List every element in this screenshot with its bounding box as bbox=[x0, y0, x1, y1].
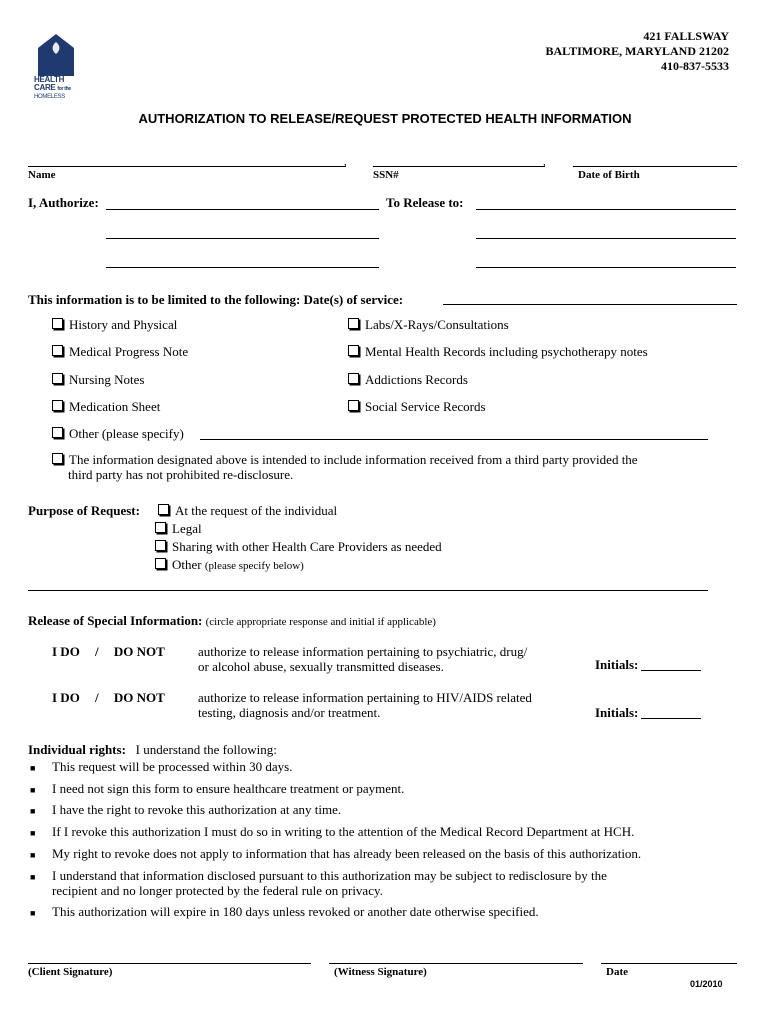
release-to-line-2[interactable] bbox=[476, 238, 736, 239]
special-info-header bbox=[28, 613, 436, 629]
purpose-opt-sharing[interactable] bbox=[155, 539, 442, 555]
date-label: Date bbox=[606, 966, 628, 978]
date-signature-line[interactable] bbox=[601, 963, 737, 964]
i-do-option[interactable]: I DO bbox=[52, 690, 80, 705]
checkbox-icon[interactable] bbox=[155, 522, 166, 533]
rights-item-6 bbox=[52, 868, 607, 898]
check-other-label: Other (please specify) bbox=[69, 426, 184, 441]
address-line-2: BALTIMORE, MARYLAND 21202 bbox=[545, 44, 729, 58]
check-mental-label: Mental Health Records including psychotherapy notes bbox=[365, 344, 648, 359]
special-1-choice[interactable] bbox=[52, 644, 165, 660]
dates-of-service-line[interactable] bbox=[443, 304, 737, 305]
initials-line-1[interactable] bbox=[641, 670, 701, 671]
i-do-option[interactable]: I DO bbox=[52, 644, 80, 659]
check-social-label: Social Service Records bbox=[365, 399, 486, 414]
check-history[interactable] bbox=[52, 317, 177, 333]
release-to-label: To Release to: bbox=[386, 195, 464, 210]
address-line-3: 410-837-5533 bbox=[661, 59, 729, 73]
initials-line-2[interactable] bbox=[641, 718, 701, 719]
initials-label-2: Initials: bbox=[595, 705, 639, 720]
check-medication[interactable] bbox=[52, 399, 160, 415]
authorize-line-3[interactable] bbox=[106, 267, 379, 268]
bullet-icon: ■ bbox=[30, 785, 36, 795]
bullet-icon: ■ bbox=[30, 806, 36, 816]
checkbox-icon[interactable] bbox=[158, 504, 169, 515]
release-to-line-3[interactable] bbox=[476, 267, 736, 268]
dob-field-line[interactable] bbox=[573, 166, 737, 167]
purpose-opt2-label: Legal bbox=[172, 521, 202, 536]
bullet-icon: ■ bbox=[30, 850, 36, 860]
address-line-1: 421 FALLSWAY bbox=[643, 29, 729, 43]
authorize-line-1[interactable] bbox=[106, 209, 379, 210]
check-social[interactable] bbox=[348, 399, 486, 415]
rights-header bbox=[28, 742, 277, 758]
logo-text-health: HEALTH bbox=[34, 75, 65, 84]
check-other[interactable] bbox=[52, 426, 184, 442]
special-2-line-1: authorize to release information pertaining to HIV/AIDS related bbox=[198, 690, 532, 705]
checkbox-icon[interactable] bbox=[52, 400, 63, 411]
checkbox-icon[interactable] bbox=[155, 540, 166, 551]
purpose-other-line[interactable] bbox=[28, 590, 708, 591]
logo-text-homeless: HOMELESS bbox=[34, 94, 65, 100]
purpose-label: Purpose of Request: bbox=[28, 503, 140, 518]
rights-item-6-line-2: recipient and no longer protected by the federal rule on privacy. bbox=[52, 883, 383, 898]
check-addictions[interactable] bbox=[348, 372, 468, 388]
checkbox-icon[interactable] bbox=[52, 345, 63, 356]
checkbox-icon[interactable] bbox=[155, 558, 166, 569]
purpose-opt4-note: (please specify below) bbox=[204, 560, 304, 572]
special-2-text bbox=[198, 690, 532, 720]
check-progress-label: Medical Progress Note bbox=[69, 344, 189, 359]
name-field-line[interactable] bbox=[28, 166, 346, 167]
name-label: Name bbox=[28, 169, 56, 181]
bullet-icon: ■ bbox=[30, 828, 36, 838]
purpose-opt-other[interactable] bbox=[155, 557, 304, 573]
rights-item-5: My right to revoke does not apply to information that has already been released on the basis of this authorization. bbox=[52, 846, 642, 861]
checkbox-icon[interactable] bbox=[52, 318, 63, 329]
checkbox-icon[interactable] bbox=[52, 373, 63, 384]
witness-signature-line[interactable] bbox=[329, 963, 583, 964]
rights-item-6-line-1: I understand that information disclosed pursuant to this authorization may be subject to redisclosure by the bbox=[52, 868, 607, 883]
third-party-line-2: third party has not prohibited re-disclosure. bbox=[68, 467, 294, 482]
checkbox-icon[interactable] bbox=[348, 345, 359, 356]
check-labs[interactable] bbox=[348, 317, 509, 333]
special-2-line-2: testing, diagnosis and/or treatment. bbox=[198, 705, 381, 720]
address-block bbox=[546, 29, 729, 74]
check-progress[interactable] bbox=[52, 344, 188, 360]
bullet-icon: ■ bbox=[30, 763, 36, 773]
special-1-text bbox=[198, 644, 527, 674]
check-labs-label: Labs/X-Rays/Consultations bbox=[365, 317, 509, 332]
check-mental[interactable] bbox=[348, 344, 648, 360]
check-nursing-label: Nursing Notes bbox=[69, 372, 145, 387]
release-to-line-1[interactable] bbox=[476, 209, 736, 210]
checkbox-icon[interactable] bbox=[52, 427, 63, 438]
logo-text-for-the: for the bbox=[57, 86, 71, 92]
purpose-opt-legal[interactable] bbox=[155, 521, 202, 537]
rights-item-7: This authorization will expire in 180 days unless revoked or another date otherwise specified. bbox=[52, 904, 539, 919]
checkbox-icon[interactable] bbox=[348, 373, 359, 384]
check-medication-label: Medication Sheet bbox=[69, 399, 161, 414]
purpose-opt4-label: Other bbox=[172, 557, 202, 572]
info-limit-label: This information is to be limited to the following: Date(s) of service: bbox=[28, 292, 404, 307]
rights-item-3: I have the right to revoke this authorization at any time. bbox=[52, 802, 342, 817]
do-not-option[interactable]: DO NOT bbox=[113, 690, 165, 705]
special-label: Release of Special Information: bbox=[28, 613, 203, 628]
page-title: AUTHORIZATION TO RELEASE/REQUEST PROTECTED HEALTH INFORMATION bbox=[138, 111, 632, 126]
rights-intro: I understand the following: bbox=[135, 742, 277, 757]
checkbox-icon[interactable] bbox=[348, 400, 359, 411]
bullet-icon: ■ bbox=[30, 908, 36, 918]
purpose-opt3-label: Sharing with other Health Care Providers as needed bbox=[172, 539, 442, 554]
rights-item-1: This request will be processed within 30 days. bbox=[52, 759, 293, 774]
ssn-field-line[interactable] bbox=[373, 166, 545, 167]
special-1-line-2: or alcohol abuse, sexually transmitted diseases. bbox=[198, 659, 444, 674]
checkbox-icon[interactable] bbox=[348, 318, 359, 329]
slash: / bbox=[95, 644, 99, 659]
house-logo-icon bbox=[34, 32, 78, 76]
ssn-label: SSN# bbox=[373, 169, 399, 181]
witness-signature-label: (Witness Signature) bbox=[334, 966, 427, 978]
check-history-label: History and Physical bbox=[69, 317, 178, 332]
bullet-icon: ■ bbox=[30, 872, 36, 882]
special-note: (circle appropriate response and initial if applicable) bbox=[205, 616, 436, 628]
slash: / bbox=[95, 690, 99, 705]
checkbox-icon[interactable] bbox=[52, 453, 63, 464]
dob-label: Date of Birth bbox=[578, 169, 640, 181]
purpose-opt1-label: At the request of the individual bbox=[175, 503, 338, 518]
authorize-line-2[interactable] bbox=[106, 238, 379, 239]
other-specify-line[interactable] bbox=[200, 439, 708, 440]
do-not-option[interactable]: DO NOT bbox=[113, 644, 165, 659]
rights-item-2: I need not sign this form to ensure healthcare treatment or payment. bbox=[52, 781, 405, 796]
purpose-opt-individual[interactable] bbox=[158, 503, 337, 519]
check-third-party[interactable] bbox=[52, 452, 638, 482]
check-nursing[interactable] bbox=[52, 372, 144, 388]
client-signature-line[interactable] bbox=[28, 963, 311, 964]
special-1-line-1: authorize to release information pertaining to psychiatric, drug/ bbox=[198, 644, 528, 659]
logo-text-care: CARE bbox=[34, 83, 56, 92]
authorize-label: I, Authorize: bbox=[28, 195, 99, 210]
rights-item-4: If I revoke this authorization I must do so in writing to the attention of the Medical Record Department at HCH. bbox=[52, 824, 635, 839]
special-2-choice[interactable] bbox=[52, 690, 165, 706]
initials-label-1: Initials: bbox=[595, 657, 639, 672]
comma-1: , bbox=[344, 156, 347, 168]
comma-2: , bbox=[543, 156, 546, 168]
third-party-line-1: The information designated above is intended to include information received from a third party provided the bbox=[69, 452, 638, 467]
form-code: 01/2010 bbox=[690, 979, 723, 989]
check-addictions-label: Addictions Records bbox=[365, 372, 468, 387]
hch-logo bbox=[34, 32, 78, 108]
rights-label: Individual rights: bbox=[28, 742, 126, 757]
client-signature-label: (Client Signature) bbox=[28, 966, 113, 978]
